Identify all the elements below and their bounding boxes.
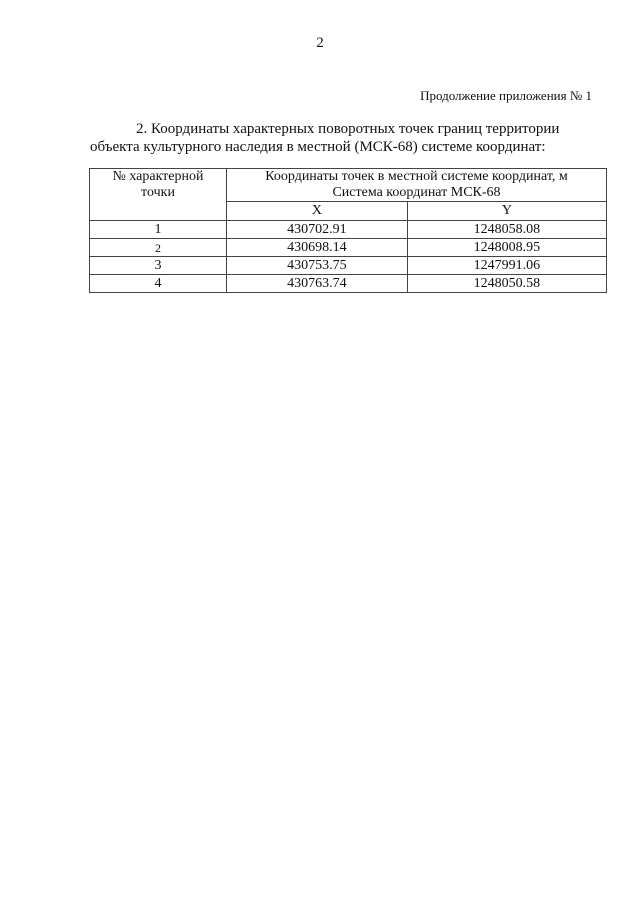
intro-paragraph [90, 120, 610, 156]
intro-line-2: объекта культурного наследия в местной (МСК-68) системе координат: [90, 139, 546, 155]
point-x: 430753.75 [227, 257, 408, 275]
table-row [90, 239, 607, 257]
table-row [90, 221, 607, 239]
point-y: 1248050.58 [407, 275, 606, 293]
point-y: 1248058.08 [407, 221, 606, 239]
page-number: 2 [316, 35, 324, 51]
intro-line-1: 2. Координаты характерных поворотных точек границ территории [136, 121, 560, 137]
point-y: 1248008.95 [407, 239, 606, 257]
header-coordinates [227, 169, 607, 202]
header-y: Y [407, 202, 606, 221]
header-coordinates-title: Координаты точек в местной системе координат, м [265, 169, 568, 184]
coordinates-table [89, 168, 607, 293]
header-x: X [227, 202, 408, 221]
header-point-number: № характерной точки [90, 169, 227, 221]
appendix-continuation-label: Продолжение приложения № 1 [420, 88, 592, 103]
header-coordinate-system: Система координат МСК-68 [332, 185, 501, 200]
point-x: 430763.74 [227, 275, 408, 293]
point-number: 2 [90, 239, 227, 257]
table-row [90, 275, 607, 293]
point-x: 430698.14 [227, 239, 408, 257]
point-number: 4 [90, 275, 227, 293]
point-x: 430702.91 [227, 221, 408, 239]
table-row [90, 257, 607, 275]
point-number: 3 [90, 257, 227, 275]
table-header-row [90, 169, 607, 202]
point-y: 1247991.06 [407, 257, 606, 275]
point-number: 1 [90, 221, 227, 239]
